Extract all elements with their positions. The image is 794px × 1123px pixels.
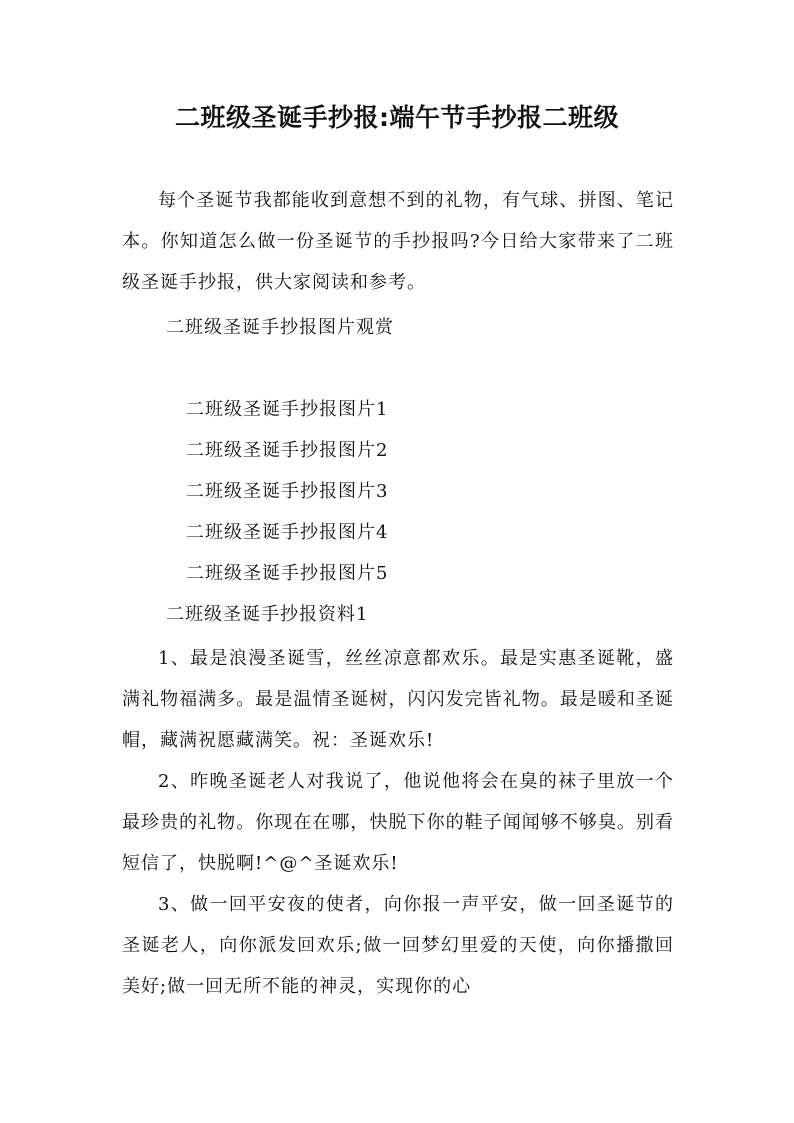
gallery-heading: 二班级圣诞手抄报图片观赏 [166, 317, 394, 338]
intro-paragraph: 每个圣诞节我都能收到意想不到的礼物，有气球、拼图、笔记本。你知道怎么做一份圣诞节的手抄报吗?今日给大家带来了二班级圣诞手抄报，供大家阅读和参考。 [122, 190, 674, 293]
image-caption-4: 二班级圣诞手抄报图片4 [186, 522, 389, 543]
image-caption-2: 二班级圣诞手抄报图片2 [186, 440, 389, 461]
material-heading: 二班级圣诞手抄报资料1 [166, 604, 369, 625]
page-title: 二班级圣诞手抄报:端午节手抄报二班级 [175, 103, 619, 132]
intro-block [122, 180, 674, 303]
material-item-3: 3、做一回平安夜的使者，向你报一声平安，做一回圣诞节的圣诞老人，向你派发回欢乐;做一回梦幻里爱的天使，向你播撒回美好;做一回无所不能的神灵，实现你的心 [122, 894, 674, 997]
image-caption-3: 二班级圣诞手抄报图片3 [186, 481, 389, 502]
material-items [122, 638, 674, 1007]
material-item-2: 2、昨晚圣诞老人对我说了，他说他将会在臭的袜子里放一个最珍贵的礼物。你现在在哪，快脱下你的鞋子闻闻够不够臭。别看短信了，快脱啊!^@^圣诞欢乐! [122, 771, 674, 874]
image-caption-1: 二班级圣诞手抄报图片1 [186, 399, 389, 420]
image-caption-5: 二班级圣诞手抄报图片5 [186, 563, 389, 584]
material-item-1: 1、最是浪漫圣诞雪，丝丝凉意都欢乐。最是实惠圣诞靴，盛满礼物福满多。最是温情圣诞树，闪闪发完皆礼物。最是暖和圣诞帽，藏满祝愿藏满笑。祝：圣诞欢乐! [122, 648, 674, 751]
